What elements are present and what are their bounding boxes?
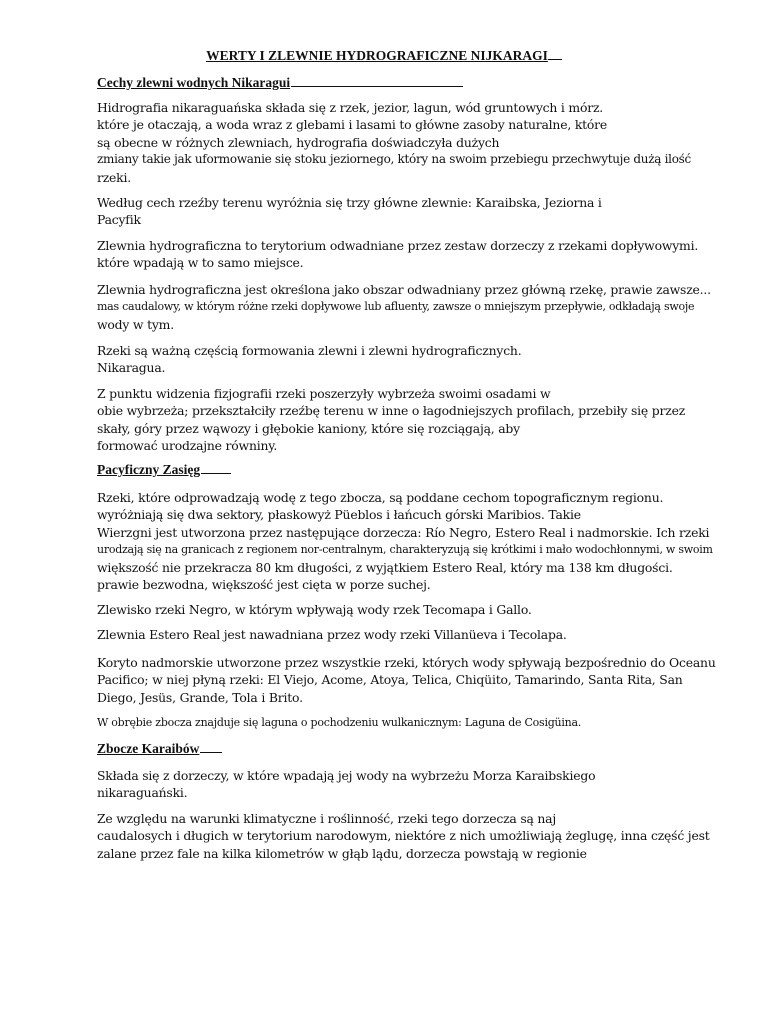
paragraph: Koryto nadmorskie utworzone przez wszystkie rzeki, których wody spływają bezpośrednio do Oceanu Pacifico; w niej płyną rzeki: El Viejo, Acome, Atoya, Telica, Chiqüito, Tamarindo, Santa Rita, San Diego, Jesüs, Grande, Tola i Brito. [97,655,716,705]
paragraph: W obrębie zbocza znajduje się laguna o pochodzeniu wulkanicznym: Laguna de Cosigüina. [97,716,581,729]
section-heading-pacific: Pacyficzny Zasięg [97,461,231,478]
paragraph: Rzeki są ważną częścią formowania zlewni i zlewni hydrograficznych. Nikaragua. [97,343,522,376]
paragraph: Według cech rzeźby terenu wyróżnia się trzy główne zlewnie: Karaibska, Jeziorna i Pacyfik [97,195,602,228]
paragraph: Ze względu na warunki klimatyczne i roślinność, rzeki tego dorzecza są naj caudalosych i długich w terytorium narodowym, niektóre z nich umożliwiają żeglugę, inna część jest zalane przez fale na kilka kilometrów w głąb lądu, dorzecza powstają w regionie [97,811,710,861]
paragraph: Zlewnia hydrograficzna jest określona jako obszar odwadniany przez główną rzekę, prawie zawsze... mas caudalowy, w którym różne rzeki dopływowe lub afluenty, zawsze o mniejszym przepływie, odkładają swoje wody w tym. [97,282,711,332]
document-title: WERTY I ZLEWNIE HYDROGRAFICZNE NIJKARAGI [0,48,768,64]
paragraph: Zlewisko rzeki Negro, w którym wpływają wody rzek Tecomapa i Gallo. [97,602,532,617]
section-heading-caribbean: Zbocze Karaibów [97,740,222,757]
paragraph: Składa się z dorzeczy, w które wpadają jej wody na wybrzeżu Morza Karaibskiego nikaraguański. [97,768,596,801]
paragraph: Z punktu widzenia fizjografii rzeki poszerzyły wybrzeża swoimi osadami w obie wybrzeża; przekształciły rzeźbę terenu w inne o łagodniejszych profilach, przebiły się przez skały, góry przez wąwozy i głębokie kaniony, które się rozciągają, aby formować urodzajne równiny. [97,386,686,454]
paragraph: Hidrografia nikaraguańska składa się z rzek, jezior, lagun, wód gruntowych i mórz. które je otaczają, a woda wraz z glebami i lasami to główne zasoby naturalne, które są obecne w różnych zlewniach, hydrografia doświadczyła dużych zmiany takie jak uformowanie się stoku jeziornego, który na swoim przebiegu przechwytuje dużą ilość rzeki. [97,100,691,185]
paragraph: Rzeki, które odprowadzają wodę z tego zbocza, są poddane cechom topograficznym regionu. wyróżniają się dwa sektory, płaskowyż Püeblos i łańcuch górski Maribios. Takie Wierzgni jest utworzona przez następujące dorzecza: Río Negro, Estero Real i nadmorskie. Ich rzeki urodzają się na granicach z regionem nor-centralnym, charakteryzują się krótkimi i mało wodochłonnymi, w swoim większość nie przekracza 80 km długości, z wyjątkiem Estero Real, który ma 138 km długości. prawie bezwodna, większość jest cięta w porze suchej. [97,490,713,593]
paragraph: Zlewnia hydrograficzna to terytorium odwadniane przez zestaw dorzeczy z rzekami dopływowymi. które wpadają w to samo miejsce. [97,238,699,271]
paragraph: Zlewnia Estero Real jest nawadniana przez wody rzeki Villanüeva i Tecolapa. [97,627,567,642]
section-heading-characteristics: Cechy zlewni wodnych Nikaragui [97,74,463,91]
